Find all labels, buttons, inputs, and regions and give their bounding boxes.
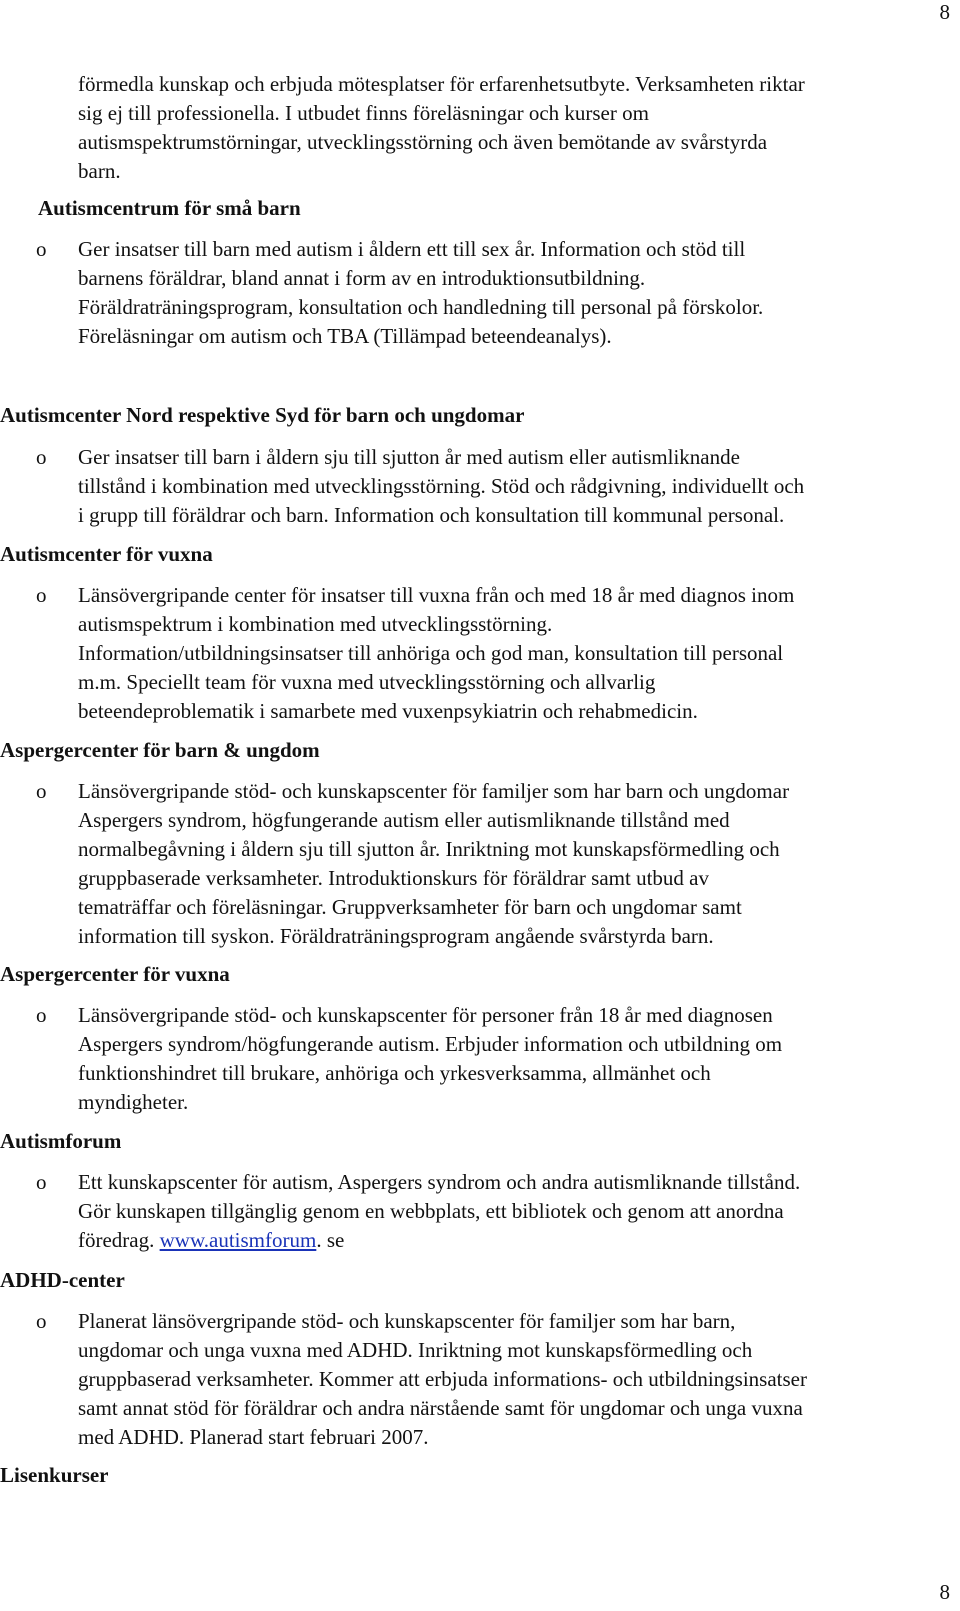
page-number-top: 8 [939,0,950,24]
bullet-line: Planerat länsövergripande stöd- och kunskapscenter för familjer som har barn, [78,1309,736,1333]
bullet-marker: o [36,583,47,607]
bullet-line: Ett kunskapscenter för autism, Aspergers syndrom och andra autismliknande tillstånd. [78,1170,801,1194]
line-prefix: föredrag. [78,1228,160,1252]
bullet-text [78,1307,958,1452]
bullet-line: Aspergers syndrom, högfungerande autism eller autismliknande tillstånd med [78,808,730,832]
section-heading-autismcentrum-sma-barn: Autismcentrum för små barn [38,196,301,220]
bullet-text [78,443,958,530]
bullet-marker: o [36,445,47,469]
bullet-text [78,1168,958,1255]
section-heading-aspergercenter-barn-ungdom: Aspergercenter för barn & ungdom [0,738,320,762]
bullet-line: Länsövergripande stöd- och kunskapscenter för familjer som har barn och ungdomar [78,779,790,803]
bullet-line: information till syskon. Föräldraträningsprogram angående svårstyrda barn. [78,924,714,948]
bullet-text [78,1001,958,1117]
bullet-line: myndigheter. [78,1090,189,1114]
bullet-line: Föräldraträningsprogram, konsultation och handledning till personal på förskolor. [78,295,764,319]
bullet-line-with-link [78,1226,958,1255]
bullet-text [78,581,958,726]
section-heading-lisenkurser: Lisenkurser [0,1463,109,1487]
bullet-line: Ger insatser till barn med autism i åldern ett till sex år. Information och stöd till [78,237,746,261]
bullet-line: Aspergers syndrom/högfungerande autism. Erbjuder information och utbildning om [78,1032,783,1056]
bullet-line: gruppbaserade verksamheter. Introduktionskurs för föräldrar samt utbud av [78,866,709,890]
bullet-marker: o [36,779,47,803]
bullet-line: beteendeproblematik i samarbete med vuxenpsykiatrin och rehabmedicin. [78,699,698,723]
section-heading-autismcenter-vuxna: Autismcenter för vuxna [0,542,213,566]
intro-line: sig ej till professionella. I utbudet finns föreläsningar och kurser om [78,101,649,125]
bullet-marker: o [36,1309,47,1333]
bullet-line: Föreläsningar om autism och TBA (Tillämpad beteendeanalys). [78,324,612,348]
bullet-line: Länsövergripande center för insatser till vuxna från och med 18 år med diagnos inom [78,583,795,607]
section-heading-autismcenter-nord-syd: Autismcenter Nord respektive Syd för barn och ungdomar [0,403,525,427]
bullet-marker: o [36,237,47,261]
bullet-marker: o [36,1003,47,1027]
bullet-line: ungdomar och unga vuxna med ADHD. Inriktning mot kunskapsförmedling och [78,1338,753,1362]
section-heading-aspergercenter-vuxna: Aspergercenter för vuxna [0,962,230,986]
bullet-line: Ger insatser till barn i åldern sju till sjutton år med autism eller autismliknande [78,445,740,469]
section-heading-autismforum: Autismforum [0,1129,122,1153]
section-heading-adhd-center: ADHD-center [0,1268,125,1292]
intro-line: förmedla kunskap och erbjuda mötesplatser för erfarenhetsutbyte. Verksamheten riktar [78,72,805,96]
bullet-line: tillstånd i kombination med utvecklingsstörning. Stöd och rådgivning, individuellt och [78,474,805,498]
line-suffix: . se [316,1228,345,1252]
bullet-text [78,235,958,351]
bullet-line: normalbegåvning i åldern sju till sjutton år. Inriktning mot kunskapsförmedling och [78,837,780,861]
bullet-line: funktionshindret till brukare, anhöriga och yrkesverksamma, allmänhet och [78,1061,711,1085]
bullet-line: barnens föräldrar, bland annat i form av en introduktionsutbildning. [78,266,646,290]
page-number-bottom: 8 [939,1580,950,1604]
bullet-text [78,777,958,951]
bullet-line: med ADHD. Planerad start februari 2007. [78,1425,429,1449]
bullet-line: Information/utbildningsinsatser till anhöriga och god man, konsultation till personal [78,641,784,665]
intro-line: autismspektrumstörningar, utvecklingsstörning och även bemötande av svårstyrda [78,130,768,154]
autismforum-link[interactable]: www.autismforum [159,1228,317,1252]
bullet-marker: o [36,1170,47,1194]
bullet-line: i grupp till föräldrar och barn. Information och konsultation till kommunal personal. [78,503,785,527]
bullet-line: samt annat stöd för föräldrar och andra närstående samt för ungdomar och unga vuxna [78,1396,803,1420]
bullet-line: tematräffar och föreläsningar. Gruppverksamheter för barn och ungdomar samt [78,895,742,919]
intro-line: barn. [78,159,121,183]
bullet-line: gruppbaserad verksamheter. Kommer att erbjuda informations- och utbildningsinsatser [78,1367,807,1391]
intro-paragraph [78,70,948,186]
bullet-line: Gör kunskapen tillgänglig genom en webbplats, ett bibliotek och genom att anordna [78,1199,784,1223]
bullet-line: autismspektrum i kombination med utvecklingsstörning. [78,612,553,636]
bullet-line: Länsövergripande stöd- och kunskapscenter för personer från 18 år med diagnosen [78,1003,773,1027]
bullet-line: m.m. Speciellt team för vuxna med utvecklingsstörning och allvarlig [78,670,656,694]
